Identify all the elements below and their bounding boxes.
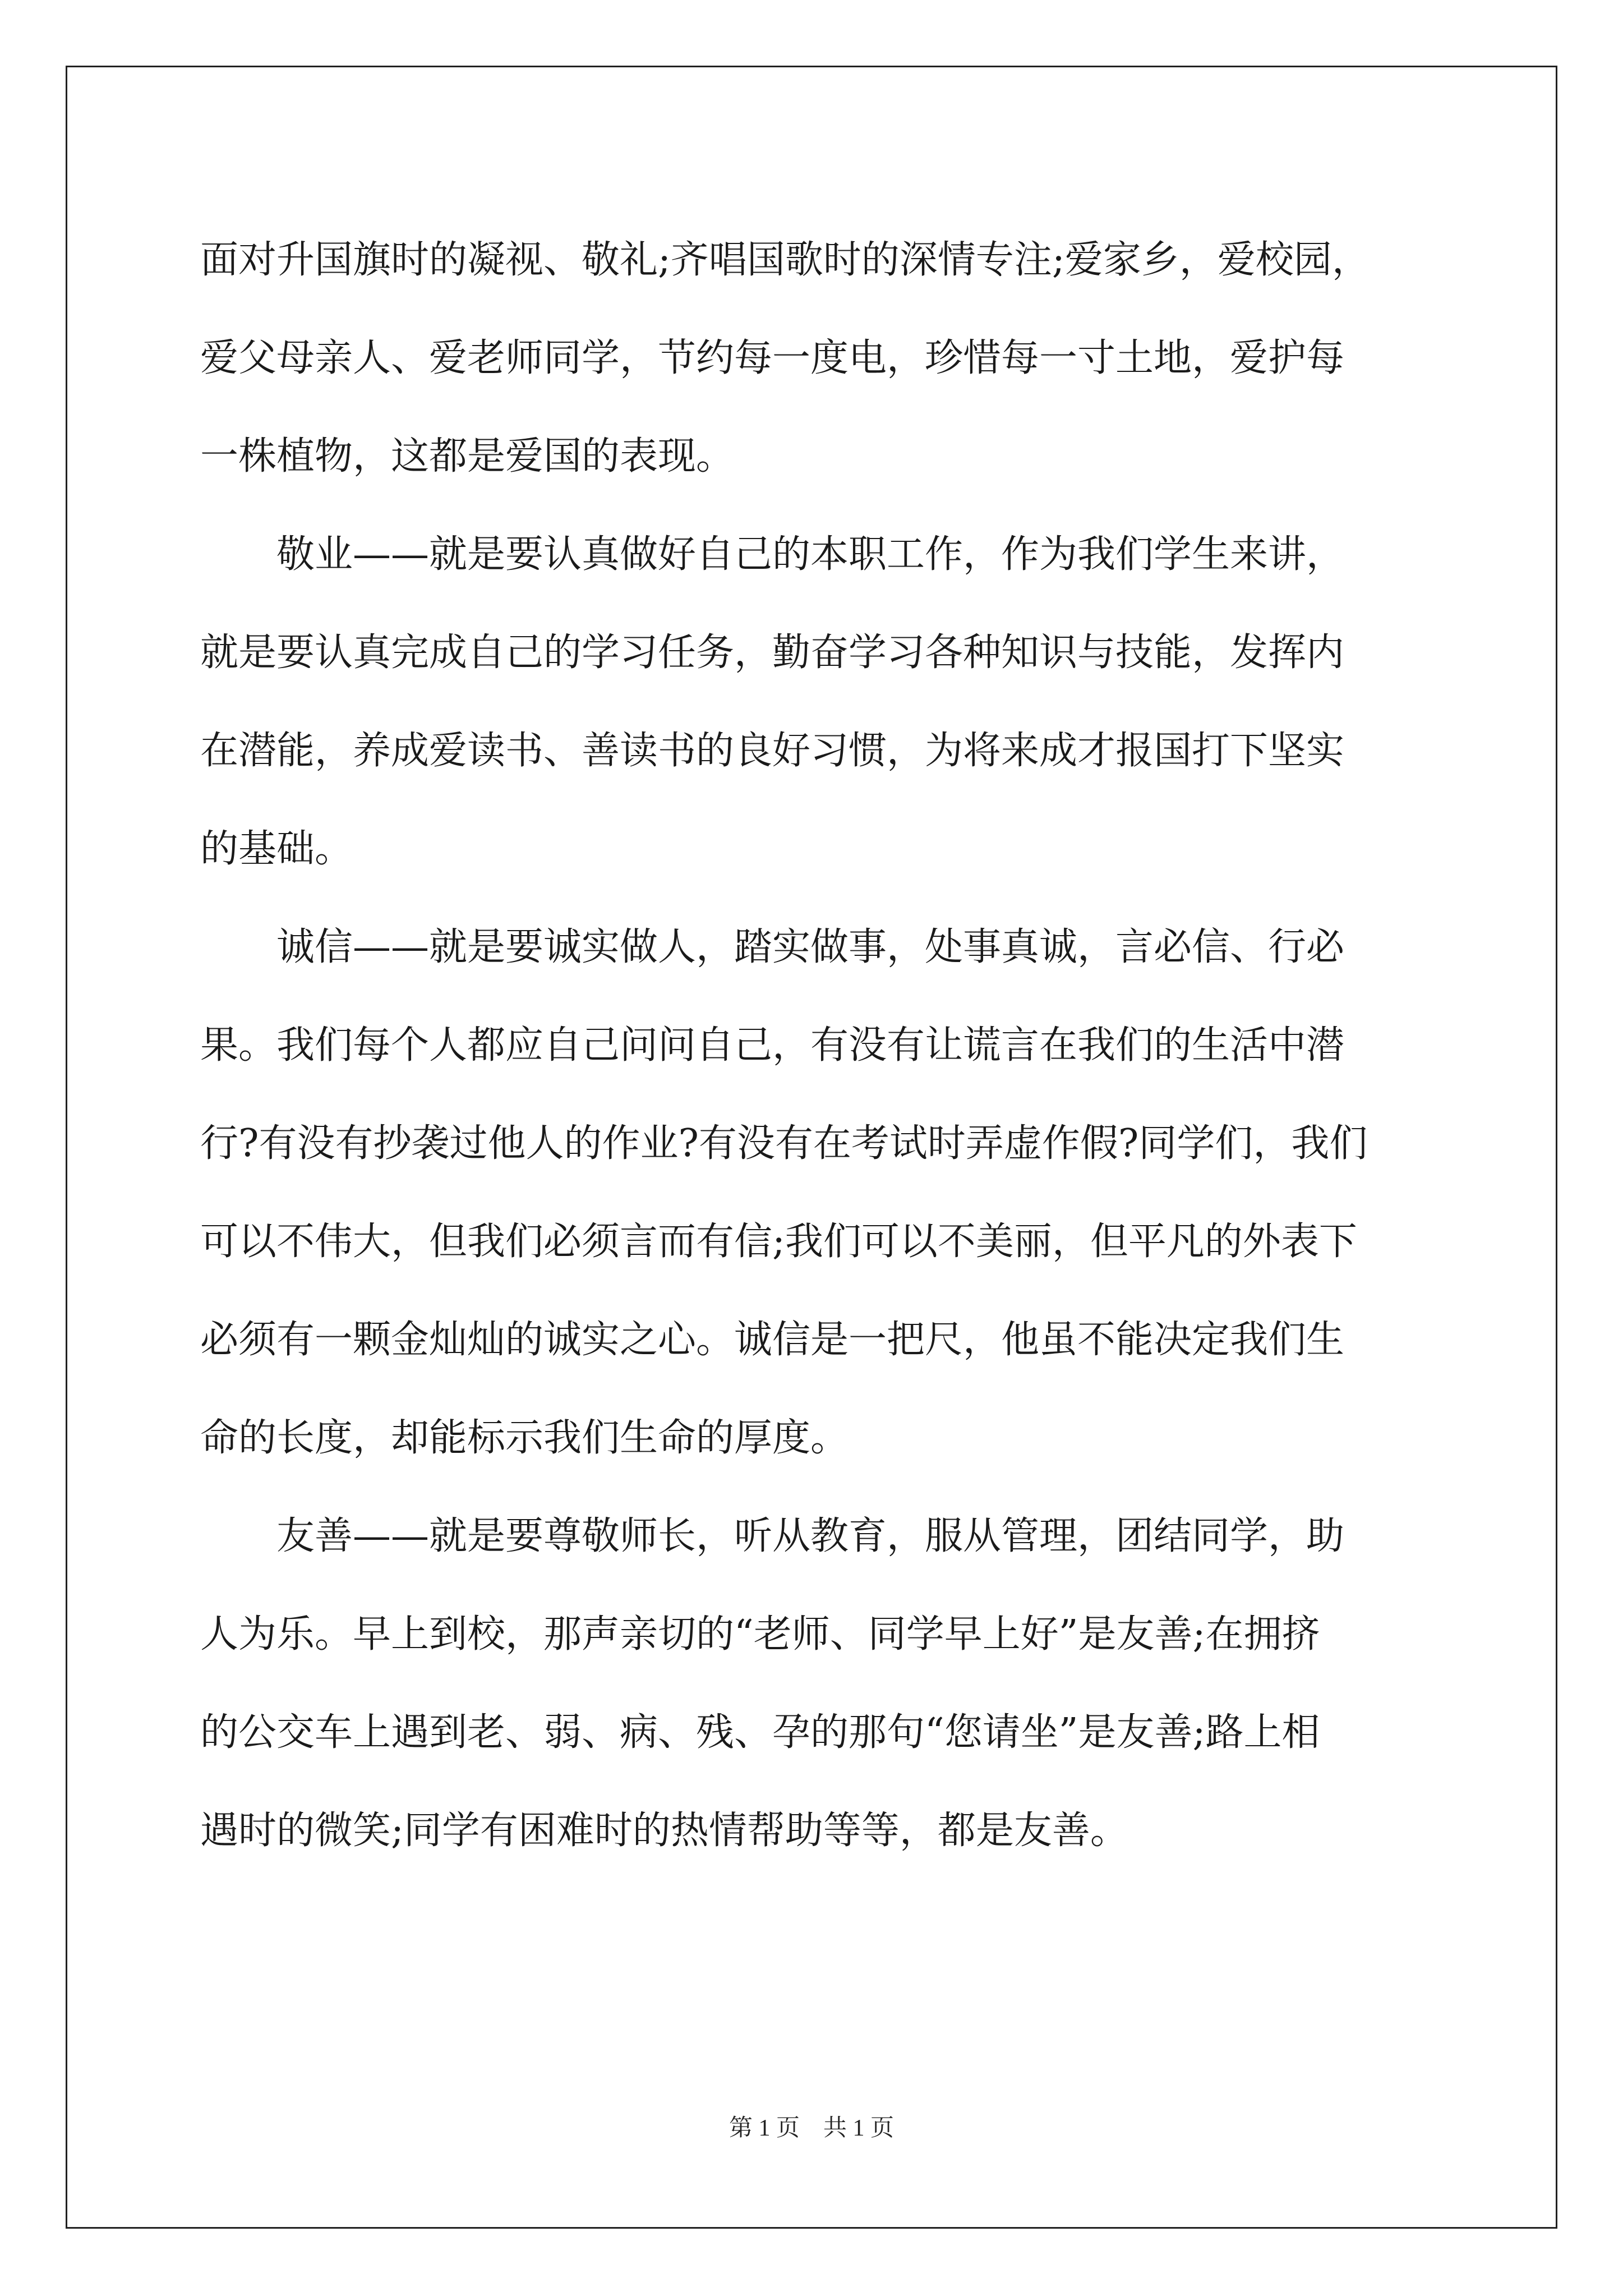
text-line: 遇时的微笑;同学有困难时的热情帮助等等，都是友善。: [200, 1809, 1128, 1853]
page-footer: 第 1 页 共 1 页: [728, 2115, 894, 2141]
text-line: 面对升国旗时的凝视、敬礼;齐唱国歌时的深情专注;爱家乡，爱校园，: [200, 238, 1370, 282]
text-line: 可以不伟大，但我们必须言而有信;我们可以不美丽，但平凡的外表下: [200, 1220, 1357, 1264]
text-line: 爱父母亲人、爱老师同学，节约每一度电，珍惜每一寸土地，爱护每: [200, 336, 1345, 380]
text-line: 命的长度，却能标示我们生命的厚度。: [200, 1416, 849, 1460]
text-line: 的基础。: [200, 827, 353, 871]
text-line: 的公交车上遇到老、弱、病、残、孕的那句“您请坐”是友善;路上相: [200, 1710, 1320, 1755]
text-line: 必须有一颗金灿灿的诚实之心。诚信是一把尺，他虽不能决定我们生: [200, 1318, 1345, 1362]
text-line: 果。我们每个人都应自己问问自己，有没有让谎言在我们的生活中潜: [200, 1023, 1345, 1068]
text-line: 一株植物，这都是爱国的表现。: [200, 434, 735, 478]
text-line: 在潜能，养成爱读书、善读书的良好习惯，为将来成才报国打下坚实: [200, 729, 1345, 773]
text-line: 人为乐。早上到校，那声亲切的“老师、同学早上好”是友善;在拥挤: [200, 1612, 1320, 1657]
paragraph-start-line: 诚信——就是要诚实做人，踏实做事，处事真诚，言必信、行必: [200, 925, 1345, 969]
paragraph-start-line: 敬业——就是要认真做好自己的本职工作，作为我们学生来讲，: [200, 532, 1345, 577]
paragraph-start-line: 友善——就是要尊敬师长，听从教育，服从管理，团结同学，助: [200, 1514, 1345, 1558]
text-line: 行?有没有抄袭过他人的作业?有没有在考试时弄虚作假?同学们，我们: [200, 1121, 1368, 1166]
document-body: [200, 211, 1434, 1880]
text-line: 就是要认真完成自己的学习任务，勤奋学习各种知识与技能，发挥内: [200, 631, 1345, 675]
